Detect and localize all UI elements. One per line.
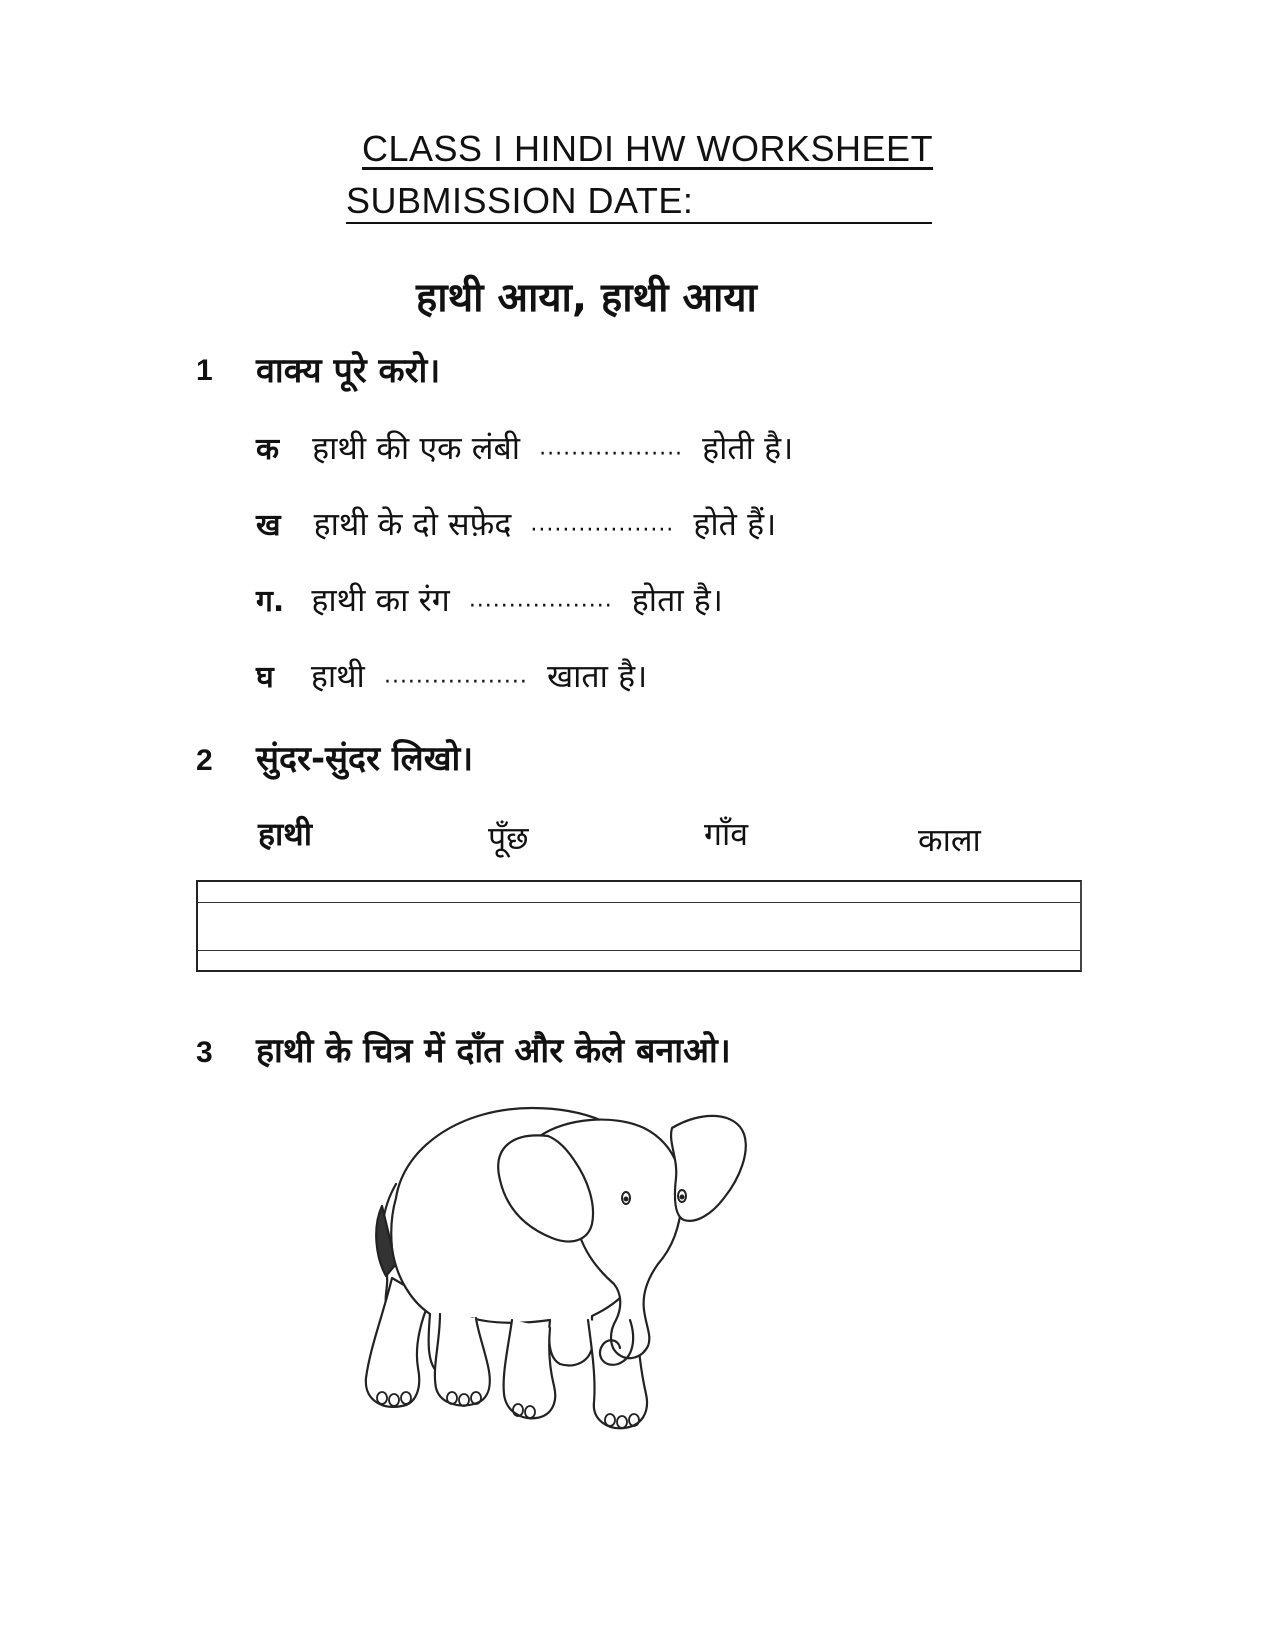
item-marker: घ — [256, 660, 274, 695]
question-2-heading: सुंदर-सुंदर लिखो। — [256, 739, 474, 779]
q1-item-ga — [256, 578, 723, 621]
practice-word: काला — [918, 821, 981, 859]
item-text-after: खाता है। — [546, 657, 648, 695]
item-marker: ग. — [256, 584, 285, 619]
question-2-number: 2 — [196, 744, 213, 777]
lesson-title: हाथी आया, हाथी आया — [416, 275, 757, 321]
q1-item-gha — [256, 654, 647, 697]
q1-item-kha — [256, 502, 776, 545]
elephant-icon[interactable] — [352, 1088, 792, 1448]
practice-word: पूँछ — [488, 819, 529, 857]
submission-date-blank[interactable] — [346, 222, 932, 224]
worksheet-title: CLASS I HINDI HW WORKSHEET — [362, 128, 934, 169]
item-marker: ख — [256, 508, 281, 543]
question-3-heading: हाथी के चित्र में दाँत और केले बनाओ। — [256, 1031, 731, 1071]
practice-word: गाँव — [704, 815, 749, 853]
fill-blank[interactable]: ·················· — [468, 594, 613, 619]
submission-date-label: SUBMISSION DATE: — [346, 180, 694, 221]
item-text-before: हाथी के दो सफ़ेद — [313, 505, 512, 543]
item-text-before: हाथी — [310, 657, 365, 695]
question-1-number: 1 — [196, 354, 213, 387]
fill-blank[interactable]: ·················· — [530, 518, 675, 543]
handwriting-practice-box[interactable] — [196, 880, 1082, 972]
practice-word: हाथी — [258, 815, 313, 853]
writing-guide-line — [198, 950, 1080, 951]
fill-blank[interactable]: ·················· — [383, 670, 528, 695]
item-text-after: होता है। — [631, 581, 723, 619]
item-text-after: होती है। — [702, 429, 794, 467]
item-text-before: हाथी की एक लंबी — [312, 429, 521, 467]
item-marker: क — [256, 432, 280, 467]
q1-item-ka — [256, 426, 793, 469]
writing-guide-line — [198, 902, 1080, 903]
item-text-before: हाथी का रंग — [311, 581, 450, 619]
question-1-heading: वाक्य पूरे करो। — [256, 351, 441, 391]
question-3-number: 3 — [196, 1036, 213, 1069]
fill-blank[interactable]: ·················· — [539, 442, 684, 467]
item-text-after: होते हैं। — [693, 505, 777, 543]
